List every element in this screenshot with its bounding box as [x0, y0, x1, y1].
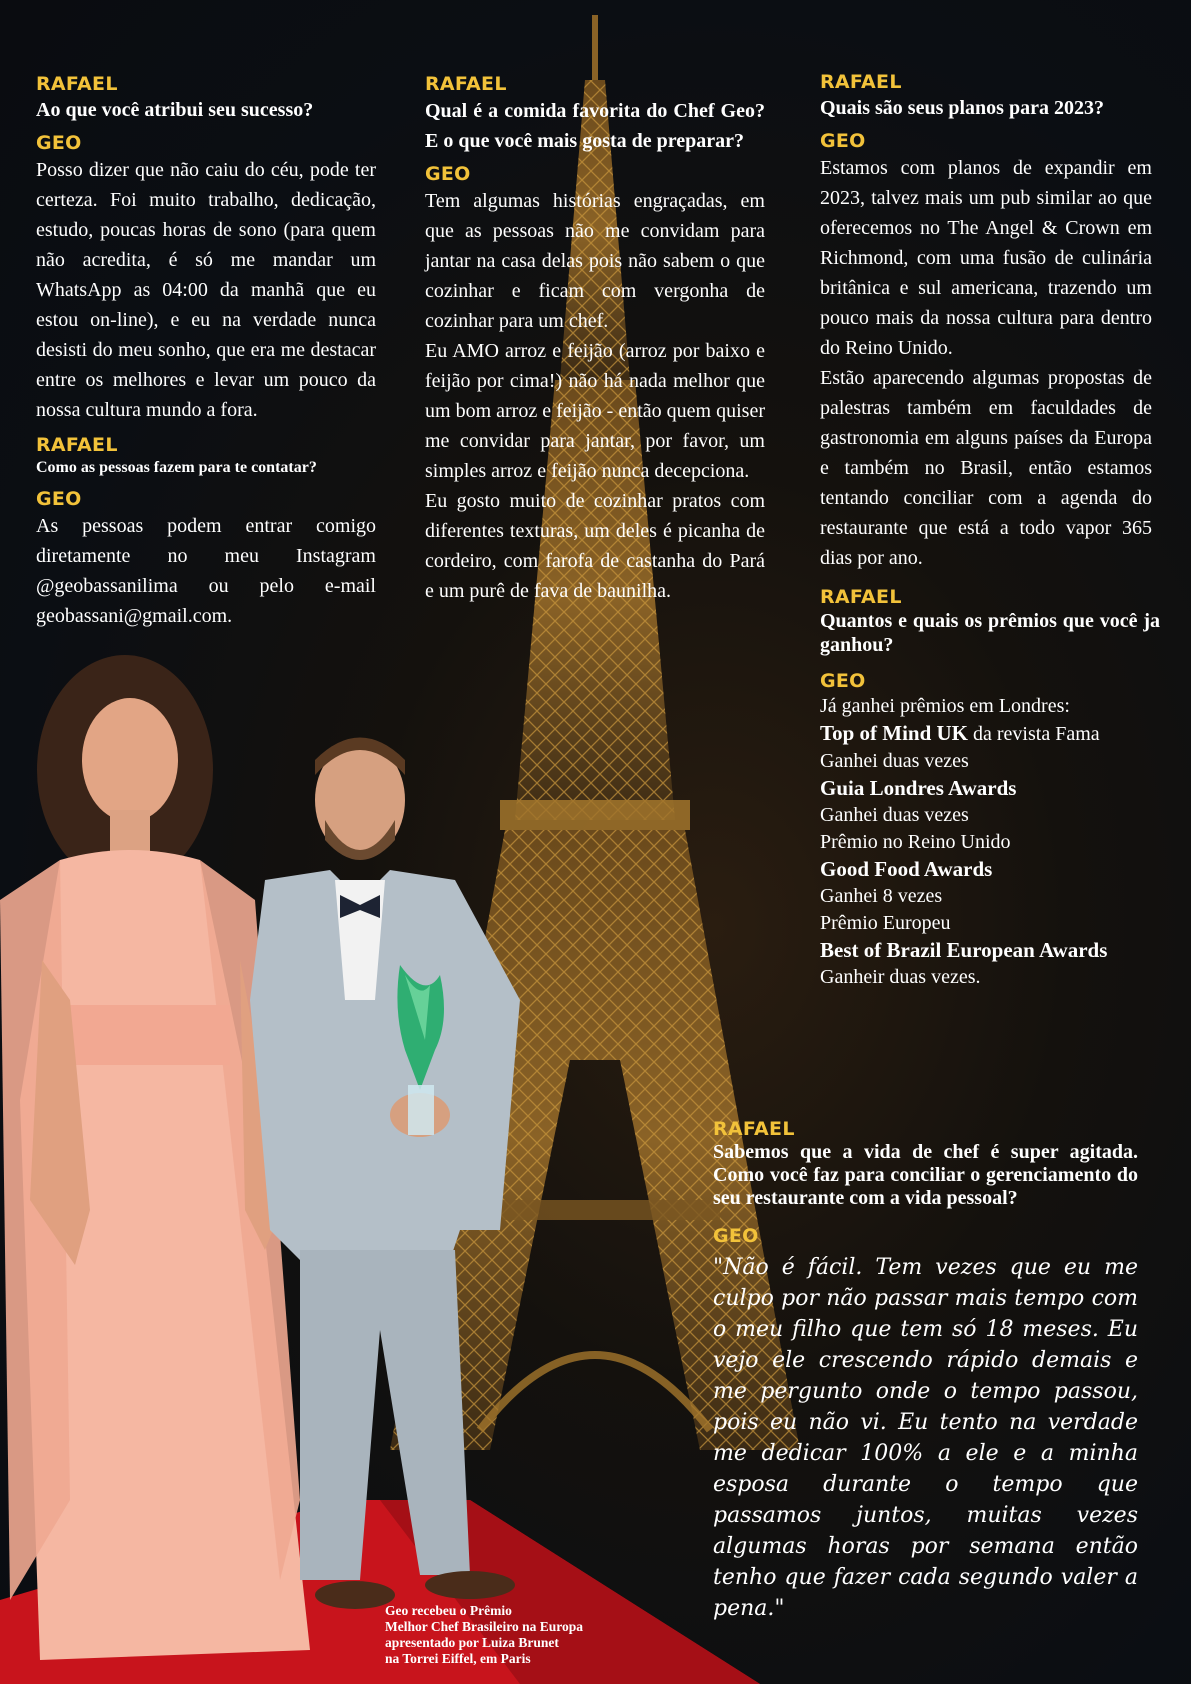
column-3 [820, 70, 1160, 991]
award-name: Guia Londres Awards [820, 776, 1017, 800]
award-region: Prêmio Europeu [820, 912, 951, 934]
woman-figure [0, 655, 310, 1660]
award-times: Ganhei duas vezes [820, 750, 969, 772]
interviewer-label: RAFAEL [713, 1118, 795, 1140]
answer-contact: As pessoas podem entrar comigo diretamente no meu Instagram @geobassanilima ou pelo e-mail geobassani@gmail.com. [36, 515, 376, 627]
answer-food-p3: Eu gosto muito de cozinhar pratos com diferentes texturas, um deles é picanha de cordeiro, com farofa de castanha do Pará e um purê de fava de baunilha. [425, 490, 765, 602]
question-work-life: Sabemos que a vida de chef é super agitada. Como você faz para conciliar o gerenciamento do seu restaurante com a vida pessoal? [713, 1141, 1138, 1209]
award-name: Top of Mind UK [820, 721, 969, 745]
interviewer-label: RAFAEL [425, 73, 507, 95]
interviewer-label: RAFAEL [820, 71, 902, 93]
award-region: Prêmio no Reino Unido [820, 831, 1011, 853]
answer-food-p1: Tem algumas histórias engraçadas, em que as pessoas não me convidam para jantar na casa delas pois não sabem o que cozinhar e ficam com vergonha de cozinhar para um chef. [425, 190, 765, 332]
award-times: Ganheir duas vezes. [820, 966, 981, 988]
question-favorite-food: Qual é a comida favorita do Chef Geo? E o que você mais gosta de preparar? [425, 100, 765, 152]
caption-line: Melhor Chef Brasileiro na Europa [385, 1619, 584, 1634]
interviewee-label: GEO [36, 132, 82, 154]
award-name: Best of Brazil European Awards [820, 938, 1108, 962]
award-times: Ganhei 8 vezes [820, 885, 943, 907]
award-name: Good Food Awards [820, 857, 993, 881]
question-plans: Quais são seus planos para 2023? [820, 97, 1104, 119]
answer-plans-p2: Estão aparecendo algumas propostas de palestras também em faculdades de gastronomia em alguns países da Europa e também no Brasil, então estamos tentando conciliar com a agenda do restaurante que está a todo vapor 365 dias por ano. [820, 367, 1152, 569]
bottom-interview-block [713, 1117, 1138, 1624]
caption-line: Geo recebeu o Prêmio [385, 1603, 512, 1618]
interviewee-label: GEO [820, 670, 866, 692]
interviewer-label: RAFAEL [820, 586, 902, 608]
interviewee-label: GEO [36, 488, 82, 510]
awards-intro: Já ganhei prêmios em Londres: [820, 695, 1070, 717]
interviewee-label: GEO [713, 1225, 759, 1247]
photo-caption [385, 1603, 645, 1667]
question-awards: Quantos e quais os prêmios que você ja ganhou? [820, 610, 1160, 656]
interviewer-label: RAFAEL [36, 434, 118, 456]
answer-food-p2: Eu AMO arroz e feijão (arroz por baixo e feijão por cima!) não há nada melhor que um bom arroz e feijão - então quem quiser me convidar para jantar, por favor, um simples arroz e feijão nunca decepciona. [425, 340, 765, 482]
award-item [820, 720, 1160, 748]
interviewee-label: GEO [425, 163, 471, 185]
caption-line: apresentado por Luiza Brunet [385, 1635, 559, 1650]
interviewer-label: RAFAEL [36, 73, 118, 95]
award-times: Ganhei duas vezes [820, 804, 969, 826]
column-1 [36, 72, 376, 631]
awards-list [820, 693, 1160, 991]
answer-quote: "Não é fácil. Tem vezes que eu me culpo por não passar mais tempo com o meu filho que tem só 18 meses. Eu vejo ele crescendo rápido demais e me pergunto onde o tempo passou, pois eu não vi. Eu tento na verdade me dedicar 100% a ele e a minha esposa durante o tempo que passamos juntos, muitas vezes algumas horas por semana então tenho que fazer cada segundo valer a pena." [713, 1255, 1138, 1621]
interviewee-label: GEO [820, 130, 866, 152]
answer-success: Posso dizer que não caiu do céu, pode ter certeza. Foi muito trabalho, dedicação, estudo, poucas horas de sono (para quem não acredita, é só me mandar um WhatsApp as 04:00 da manhã que eu estou on-line), e eu na verdade nunca desisti do meu sonho, que era me destacar entre os melhores e levar um pouco da nossa cultura mundo a fora. [36, 159, 376, 421]
answer-plans-p1: Estamos com planos de expandir em 2023, talvez mais um pub similar ao que oferecemos no The Angel & Crown em Richmond, com uma fusão de culinária britânica e sul americana, trazendo um pouco mais da nossa cultura para dentro do Reino Unido. [820, 157, 1152, 359]
column-2 [425, 72, 765, 606]
caption-line: na Torrei Eiffel, em Paris [385, 1651, 531, 1666]
question-contact: Como as pessoas fazem para te contatar? [36, 459, 317, 476]
question-success: Ao que você atribui seu sucesso? [36, 99, 314, 121]
award-source: da revista Fama [968, 723, 1100, 745]
